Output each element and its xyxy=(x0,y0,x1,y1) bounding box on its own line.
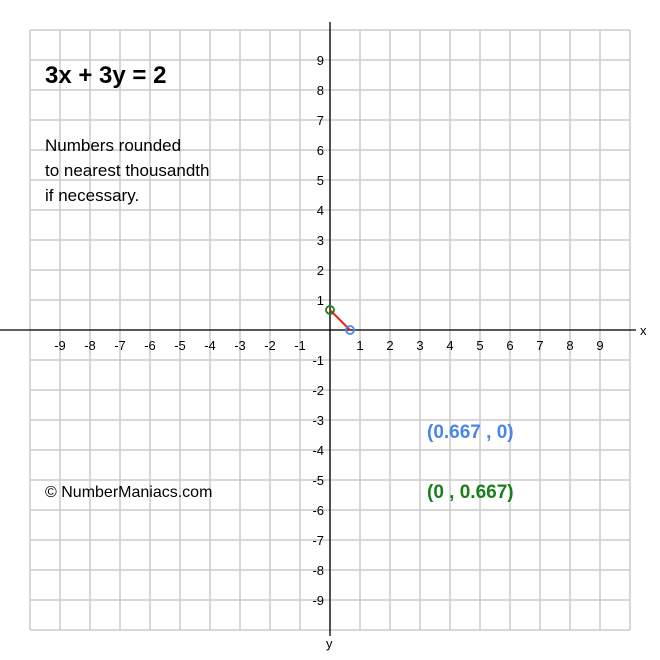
x-tick-label: -9 xyxy=(54,338,66,353)
x-tick-label: 6 xyxy=(506,338,514,353)
x-tick-label: -7 xyxy=(114,338,126,353)
y-tick-label: -2 xyxy=(312,383,324,398)
y-tick-label: -7 xyxy=(312,533,324,548)
y-tick-label: 9 xyxy=(316,53,324,68)
equation-title: 3x + 3y = 2 xyxy=(45,62,167,89)
x-tick-label: 2 xyxy=(386,338,394,353)
x-tick-label: 3 xyxy=(416,338,424,353)
y-tick-label: -5 xyxy=(312,473,324,488)
y-tick-label: 4 xyxy=(316,203,324,218)
y-tick-label: -3 xyxy=(312,413,324,428)
x-tick-label: -1 xyxy=(294,338,306,353)
rounding-note xyxy=(45,133,285,208)
note-line: if necessary. xyxy=(45,186,140,205)
x-intercept-label: (0.667 , 0) xyxy=(427,422,514,443)
y-tick-label: 5 xyxy=(316,173,324,188)
x-tick-label: -5 xyxy=(174,338,186,353)
x-tick-label: 9 xyxy=(596,338,604,353)
x-tick-label: 4 xyxy=(446,338,454,353)
y-tick-label: -8 xyxy=(312,563,324,578)
copyright-text: © NumberManiacs.com xyxy=(45,484,213,501)
y-tick-label: -4 xyxy=(312,443,324,458)
y-tick-label: 8 xyxy=(316,83,324,98)
y-tick-label: -9 xyxy=(312,593,324,608)
note-line: to nearest thousandth xyxy=(45,161,210,180)
x-axis-label: x xyxy=(640,323,647,338)
y-axis-label: y xyxy=(326,636,333,651)
x-tick-label: 1 xyxy=(356,338,364,353)
x-tick-label: 8 xyxy=(566,338,574,353)
note-line: Numbers rounded xyxy=(45,136,182,155)
x-tick-label: -3 xyxy=(234,338,246,353)
y-tick-label: 2 xyxy=(316,263,324,278)
x-tick-label: -2 xyxy=(264,338,276,353)
y-tick-label: 7 xyxy=(316,113,324,128)
y-tick-label: 1 xyxy=(316,293,324,308)
x-tick-label: 7 xyxy=(536,338,544,353)
x-tick-label: 5 xyxy=(476,338,484,353)
x-tick-label: -4 xyxy=(204,338,216,353)
x-tick-label: -6 xyxy=(144,338,156,353)
y-intercept-label: (0 , 0.667) xyxy=(427,482,514,503)
x-tick-label: -8 xyxy=(84,338,96,353)
y-tick-label: 3 xyxy=(316,233,324,248)
y-tick-label: -6 xyxy=(312,503,324,518)
y-tick-label: -1 xyxy=(312,353,324,368)
y-tick-label: 6 xyxy=(316,143,324,158)
